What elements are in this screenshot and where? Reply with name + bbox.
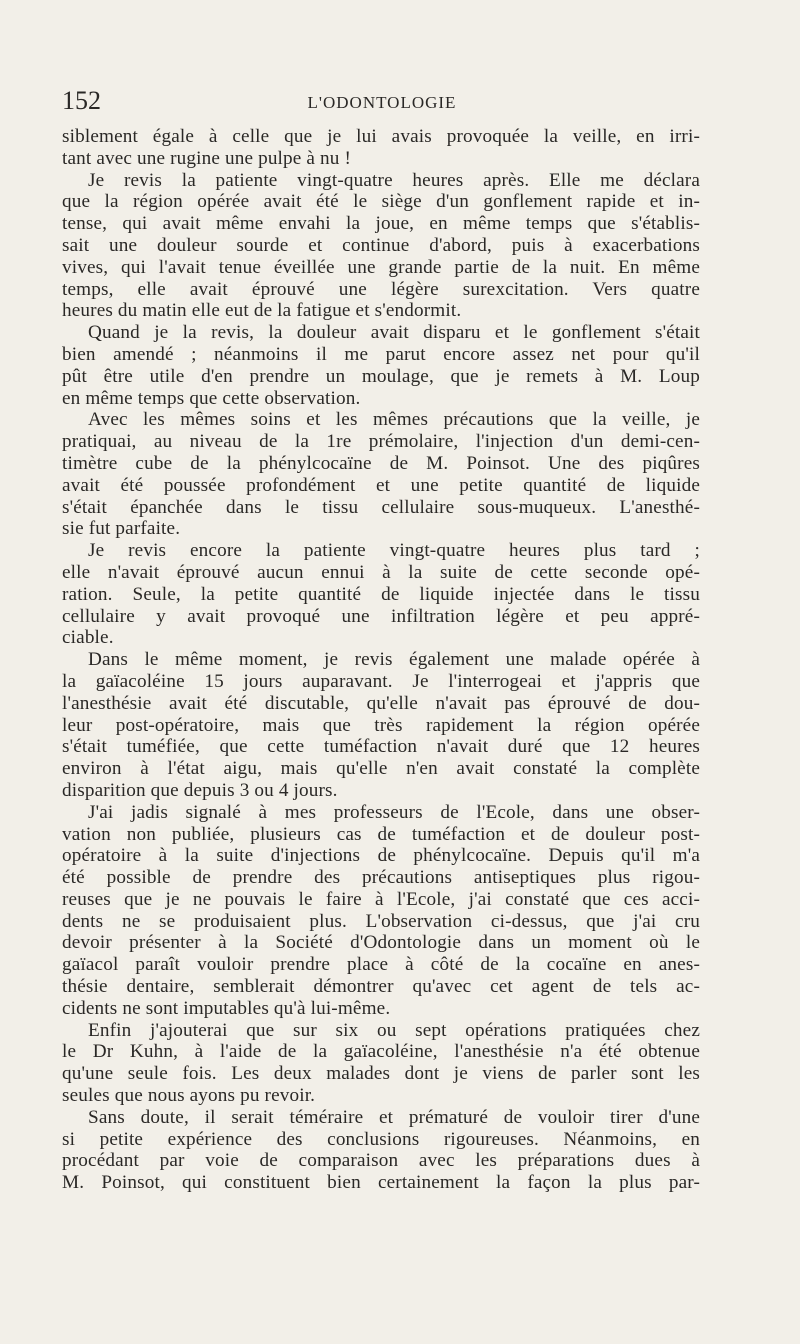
running-title: L'ODONTOLOGIE: [307, 93, 457, 112]
text-line: la gaïacoléine 15 jours auparavant. Je l'interrogeai et j'appris que: [62, 670, 700, 692]
text-line: cellulaire y avait provoqué une infiltration légère et peu appré-: [62, 605, 700, 627]
text-line: si petite expérience des conclusions rigoureuses. Néanmoins, en: [62, 1128, 700, 1150]
text-line: disparition que depuis 3 ou 4 jours.: [62, 779, 338, 801]
text-line: ciable.: [62, 627, 114, 649]
text-line: tant avec une rugine une pulpe à nu !: [62, 147, 351, 169]
text-line: heures du matin elle eut de la fatigue et s'endormit.: [62, 300, 462, 322]
text-line: cidents ne sont imputables qu'à lui-même.: [62, 997, 391, 1019]
text-line: environ à l'état aigu, mais qu'elle n'en avait constaté la complète: [62, 758, 700, 780]
text-line: siblement égale à celle que je lui avais provoquée la veille, en irri-: [62, 126, 700, 147]
text-line: J'ai jadis signalé à mes professeurs de l'Ecole, dans une obser-: [88, 801, 700, 823]
text-line: thésie dentaire, semblerait démontrer qu'avec cet agent de tels ac-: [62, 976, 700, 998]
text-line: Quand je la revis, la douleur avait disparu et le gonflement s'était: [88, 322, 700, 344]
text-line: seules que nous ayons pu revoir.: [62, 1085, 316, 1107]
text-line: Enfin j'ajouterai que sur six ou sept opérations pratiquées chez: [88, 1019, 700, 1041]
text-line: que la région opérée avait été le siège d'un gonflement rapide et in-: [62, 191, 700, 213]
text-line: vation non publiée, plusieurs cas de tuméfaction et de douleur post-: [62, 823, 700, 845]
page-header: [62, 86, 702, 116]
text-line: Dans le même moment, je revis également une malade opérée à: [88, 649, 700, 671]
text-line: bien amendé ; néanmoins il me parut encore assez net pour qu'il: [62, 343, 700, 365]
text-line: en même temps que cette observation.: [62, 387, 361, 409]
page-number: 152: [62, 86, 101, 115]
text-line: devoir présenter à la Société d'Odontologie dans un moment où le: [62, 932, 700, 954]
text-line: le Dr Kuhn, à l'aide de la gaïacoléine, l'anesthésie n'a été obtenue: [62, 1041, 700, 1063]
text-line: sie fut parfaite.: [62, 518, 181, 540]
text-line: temps, elle avait éprouvé une légère surexcitation. Vers quatre: [62, 278, 700, 300]
text-line: sait une douleur sourde et continue d'abord, puis à exacerbations: [62, 234, 700, 256]
text-line: leur post-opératoire, mais que très rapidement la région opérée: [62, 714, 700, 736]
text-line: timètre cube de la phénylcocaïne de M. Poinsot. Une des piqûres: [62, 452, 700, 474]
text-line: s'était tuméfiée, que cette tuméfaction n'avait duré que 12 heures: [62, 736, 700, 758]
text-line: pratiquai, au niveau de la 1re prémolaire, l'injection d'un demi-cen-: [62, 431, 700, 453]
text-line: Sans doute, il serait téméraire et prématuré de vouloir tirer d'une: [88, 1106, 700, 1128]
text-line: été possible de prendre des précautions antiseptiques plus rigou-: [62, 867, 700, 889]
text-line: elle n'avait éprouvé aucun ennui à la suite de cette seconde opé-: [62, 561, 700, 583]
text-line: procédant par voie de comparaison avec les préparations dues à: [62, 1150, 700, 1172]
text-line: s'était épanchée dans le tissu cellulaire sous-muqueux. L'anesthé-: [62, 496, 700, 518]
text-line: l'anesthésie avait été discutable, qu'elle n'avait pas éprouvé de dou-: [62, 692, 700, 714]
text-line: Avec les mêmes soins et les mêmes précautions que la veille, je: [88, 409, 700, 431]
text-line: vives, qui l'avait tenue éveillée une grande partie de la nuit. En même: [62, 256, 700, 278]
text-line: dents ne se produisaient plus. L'observation ci-dessus, que j'ai cru: [62, 910, 700, 932]
text-line: pût être utile d'en prendre un moulage, que je remets à M. Loup: [62, 365, 700, 387]
text-line: Je revis encore la patiente vingt-quatre heures plus tard ;: [88, 540, 700, 562]
text-line: reuses que je ne pouvais le faire à l'Ecole, j'ai constaté que ces acci-: [62, 888, 700, 910]
body-text: [62, 126, 700, 1194]
text-line: Je revis la patiente vingt-quatre heures après. Elle me déclara: [88, 169, 700, 191]
text-line: gaïacol paraît vouloir prendre place à côté de la cocaïne en anes-: [62, 954, 700, 976]
text-line: avait été poussée profondément et une petite quantité de liquide: [62, 474, 700, 496]
text-line: opératoire à la suite d'injections de phénylcocaïne. Depuis qu'il m'a: [62, 845, 700, 867]
text-line: ration. Seule, la petite quantité de liquide injectée dans le tissu: [62, 583, 700, 605]
text-line: M. Poinsot, qui constituent bien certainement la façon la plus par-: [62, 1172, 700, 1194]
text-line: tense, qui avait même envahi la joue, en même temps que s'établis-: [62, 213, 700, 235]
text-line: qu'une seule fois. Les deux malades dont je viens de parler sont les: [62, 1063, 700, 1085]
